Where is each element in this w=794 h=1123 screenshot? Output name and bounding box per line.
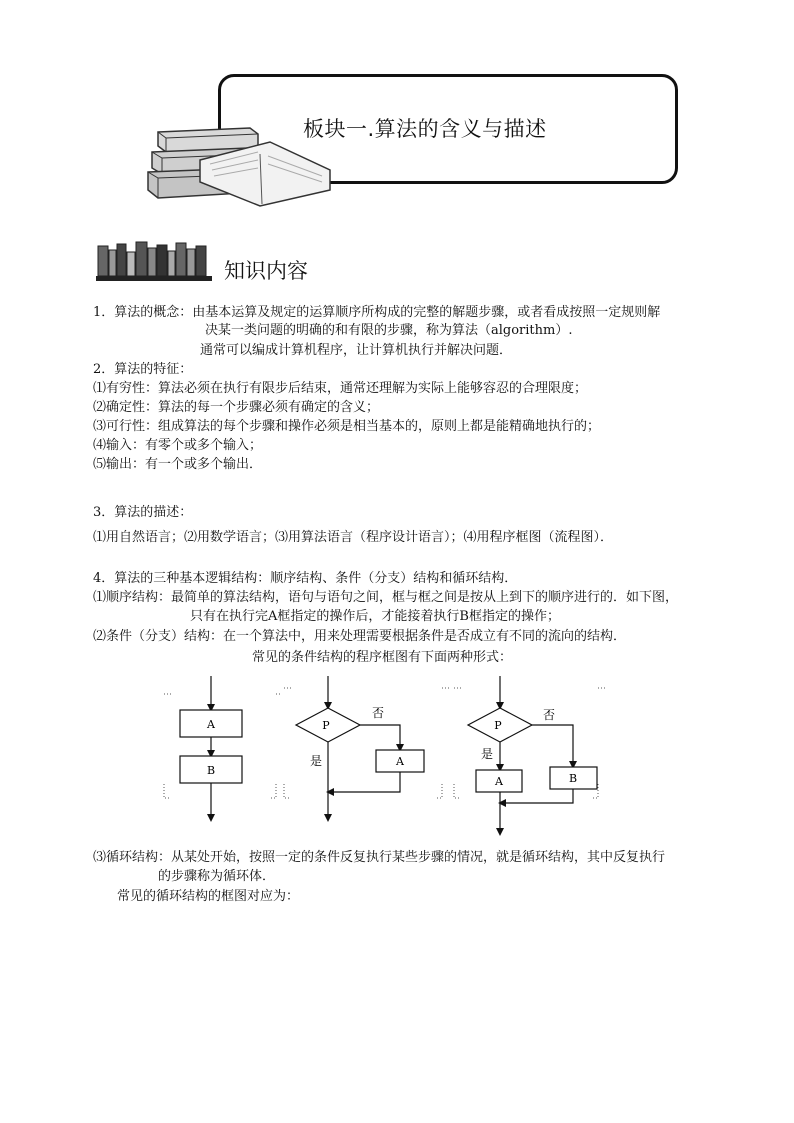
flowcharts <box>150 672 620 837</box>
para-3-heading: 3．算法的描述： <box>93 505 193 520</box>
para-4-line-7: 常见的循环结构的框图对应为： <box>117 889 300 904</box>
para-4-line-1: ⑴顺序结构：最简单的算法结构，语句与语句之间，框与框之间是按从上到下的顺序进行的．如下图， <box>93 590 679 605</box>
yes-label-1: 是 <box>309 754 323 768</box>
para-4-line-4: 常见的条件结构的程序框图有下面两种形式： <box>252 650 513 665</box>
conditional-flowchart-1 <box>296 676 424 818</box>
condition-p-2-label: P <box>494 719 502 732</box>
para-2-heading: 2．算法的特征： <box>93 362 193 377</box>
para-1-line-3: 通常可以编成计算机程序，让计算机执行并解决问题． <box>200 343 513 358</box>
para-2-item-5: ⑸输出：有一个或多个输出． <box>93 457 263 472</box>
para-1-line-1: 1．算法的概念：由基本运算及规定的运算顺序所构成的完整的解题步骤，或者看成按照一定规则解 <box>93 305 661 320</box>
no-label-2: 否 <box>542 708 556 722</box>
para-2-item-3: ⑶可行性：组成算法的每个步骤和操作必须是相当基本的，原则上都是能精确地执行的； <box>93 419 601 434</box>
page-title: 板块一.算法的含义与描述 <box>303 117 547 141</box>
para-4-heading: 4．算法的三种基本逻辑结构：顺序结构、条件（分支）结构和循环结构． <box>93 571 518 586</box>
para-2-item-1: ⑴有穷性：算法必须在执行有限步后结束，通常还理解为实际上能够容忍的合理限度； <box>93 381 588 396</box>
para-2-item-2: ⑵确定性：算法的每一个步骤必须有确定的含义； <box>93 400 380 415</box>
yes-label-2: 是 <box>480 747 494 761</box>
para-4-line-6: 的步骤称为循环体． <box>158 869 276 884</box>
box-b-label: B <box>206 764 216 777</box>
para-3-item: ⑴用自然语言；⑵用数学语言；⑶用算法语言（程序设计语言）；⑷用程序框图（流程图）． <box>93 530 614 545</box>
conditional-flowchart-2 <box>468 676 597 832</box>
box-b-3-label: B <box>568 772 578 785</box>
no-label-1: 否 <box>371 706 385 720</box>
box-a-2-label: A <box>396 755 404 768</box>
box-a-3-label: A <box>495 775 503 788</box>
para-4-line-3: ⑵条件（分支）结构：在一个算法中，用来处理需要根据条件是否成立有不同的流向的结构． <box>93 629 627 644</box>
box-a-label: A <box>207 718 215 731</box>
para-4-line-2: 只有在执行完A框指定的操作后，才能接着执行B框指定的操作； <box>190 609 560 624</box>
para-2-item-4: ⑷输入：有零个或多个输入； <box>93 438 263 453</box>
condition-p-1-label: P <box>322 719 330 732</box>
bookshelf-icon <box>96 240 216 284</box>
para-1-line-2: 决某一类问题的明确的和有限的步骤，称为算法（algorithm）. <box>205 323 573 338</box>
para-4-line-5: ⑶循环结构：从某处开始，按照一定的条件反复执行某些步骤的情况，就是循环结构，其中反复执行 <box>93 850 666 865</box>
section-heading: 知识内容 <box>224 259 308 283</box>
sequence-flowchart <box>180 676 242 818</box>
